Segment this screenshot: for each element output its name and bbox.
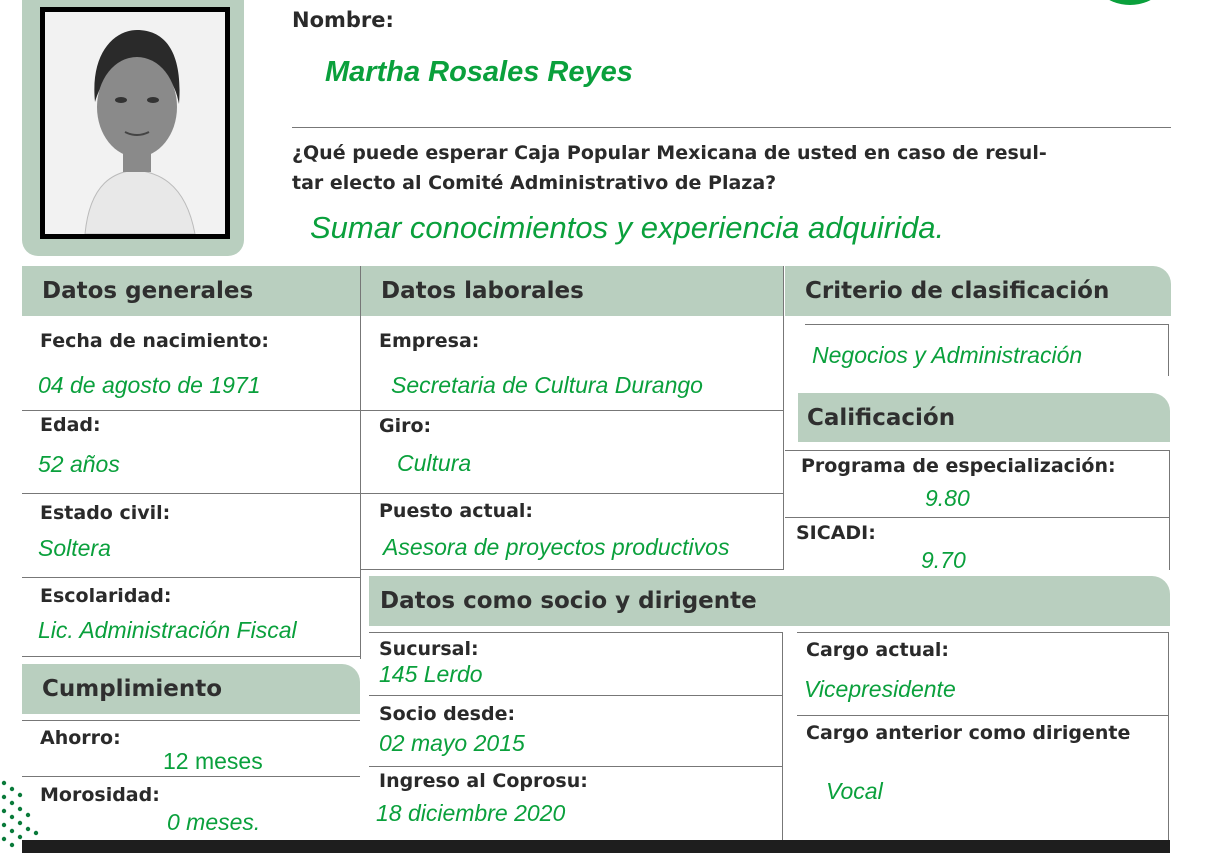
- calificacion-header: Calificación: [798, 393, 1170, 442]
- programa-label: Programa de especialización:: [801, 455, 1116, 477]
- footer-bar: [22, 840, 1170, 853]
- divider: [805, 324, 1169, 325]
- fecha-value: 04 de agosto de 1971: [38, 372, 261, 398]
- divider: [22, 776, 360, 777]
- sicadi-value: 9.70: [921, 547, 966, 573]
- criterio-header: Criterio de clasificación: [785, 266, 1171, 316]
- divider: [369, 695, 782, 696]
- coprosu-value: 18 diciembre 2020: [376, 800, 566, 826]
- empresa-value: Secretaria de Cultura Durango: [391, 372, 703, 398]
- morosidad-label: Morosidad:: [40, 784, 160, 806]
- divider: [292, 127, 1171, 128]
- estado-value: Soltera: [38, 535, 111, 561]
- edad-label: Edad:: [40, 414, 101, 436]
- sucursal-label: Sucursal:: [379, 638, 479, 660]
- empresa-label: Empresa:: [379, 330, 480, 352]
- sucursal-value: 145 Lerdo: [379, 661, 483, 687]
- datos-laborales-header: Datos laborales: [361, 266, 784, 316]
- sicadi-label: SICADI:: [796, 522, 876, 544]
- datos-generales-header: Datos generales: [22, 266, 360, 316]
- divider: [361, 493, 784, 494]
- escolaridad-label: Escolaridad:: [40, 585, 172, 607]
- socio-desde-label: Socio desde:: [379, 703, 516, 725]
- column-divider: [783, 266, 784, 570]
- divider: [22, 410, 360, 411]
- column-divider: [360, 266, 361, 659]
- estado-label: Estado civil:: [40, 502, 171, 524]
- question-line-1: ¿Qué puede esperar Caja Popular Mexicana de usted en caso de resul-: [292, 142, 1047, 164]
- escolaridad-value: Lic. Administración Fiscal: [38, 617, 297, 643]
- cargo-anterior-value: Vocal: [826, 778, 883, 804]
- coprosu-label: Ingreso al Coprosu:: [379, 770, 588, 792]
- edad-value: 52 años: [38, 451, 120, 477]
- giro-label: Giro:: [379, 415, 432, 437]
- column-divider: [782, 632, 783, 840]
- divider: [22, 493, 360, 494]
- divider: [797, 632, 1169, 633]
- cargo-anterior-label: Cargo anterior como dirigente: [806, 722, 1131, 744]
- divider: [361, 410, 784, 411]
- divider: [361, 569, 784, 570]
- programa-value: 9.80: [925, 485, 970, 511]
- giro-value: Cultura: [397, 450, 472, 476]
- candidate-photo: [40, 7, 230, 239]
- divider: [1168, 632, 1169, 840]
- divider: [369, 766, 782, 767]
- socio-header: Datos como socio y dirigente: [369, 576, 1170, 626]
- criterio-value: Negocios y Administración: [812, 342, 1083, 368]
- divider: [785, 450, 1170, 451]
- divider: [369, 632, 782, 633]
- ahorro-value: 12 meses: [163, 748, 263, 774]
- cargo-actual-label: Cargo actual:: [806, 639, 950, 661]
- cargo-actual-value: Vicepresidente: [804, 676, 956, 702]
- morosidad-value: 0 meses.: [167, 809, 261, 835]
- divider: [797, 715, 1169, 716]
- divider: [1168, 324, 1169, 376]
- fecha-label: Fecha de nacimiento:: [40, 330, 270, 352]
- question-line-2: tar electo al Comité Administrativo de Plaza?: [292, 172, 777, 194]
- puesto-value: Asesora de proyectos productivos: [383, 534, 730, 560]
- divider: [22, 720, 360, 721]
- divider: [22, 577, 360, 578]
- divider: [1169, 450, 1170, 570]
- name-label: Nombre:: [292, 8, 394, 32]
- ahorro-label: Ahorro:: [40, 727, 121, 749]
- name-value: Martha Rosales Reyes: [325, 56, 633, 88]
- cumplimiento-header: Cumplimiento: [22, 664, 360, 714]
- answer-value: Sumar conocimientos y experiencia adquirida.: [310, 210, 945, 245]
- puesto-label: Puesto actual:: [379, 500, 534, 522]
- divider: [22, 656, 360, 657]
- divider: [785, 517, 1170, 518]
- socio-desde-value: 02 mayo 2015: [379, 730, 525, 756]
- decorative-arc: [1085, 0, 1175, 5]
